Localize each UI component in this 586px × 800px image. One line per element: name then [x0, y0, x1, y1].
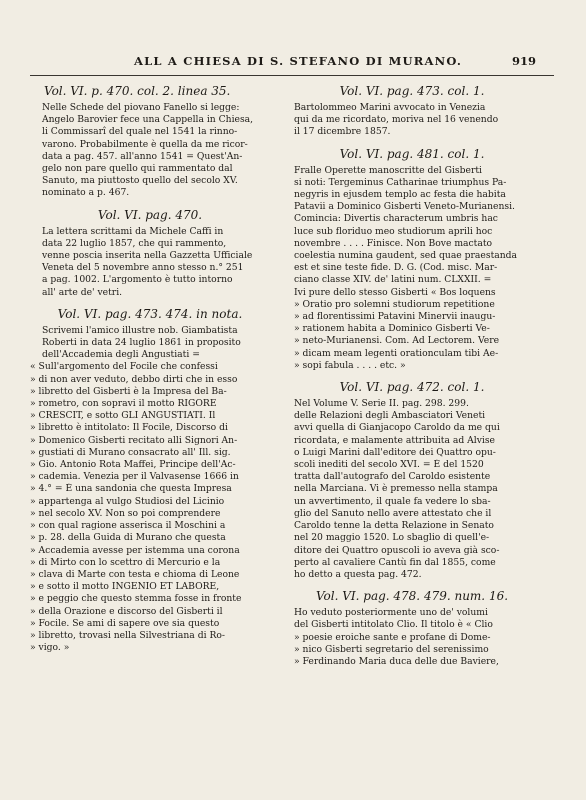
- text-line: nella Marciana. Vi è premesso nella stampa: [294, 483, 498, 495]
- text-line: » Accademia avesse per istemma una corona: [30, 544, 240, 556]
- text-line: gelo non pare quello qui rammentato dal: [42, 163, 233, 175]
- text-line: » vigo. »: [30, 642, 70, 654]
- text-line: » cademia. Venezia per il Valvasense 1666 in: [30, 471, 239, 483]
- text-line: tratta dall'autografo del Caroldo esistente: [294, 471, 491, 483]
- section-heading: Vol. VI. pag. 481. col. 1.: [339, 146, 485, 161]
- text-line: » p. 28. della Guida di Murano che questa: [30, 532, 226, 544]
- paragraph: [30, 226, 270, 299]
- text-line: Nel Volume V. Serie II. pag. 298. 299.: [294, 398, 469, 410]
- text-line: » dicam meam legenti orationculam tibi Ae-: [294, 347, 499, 359]
- section-heading: Vol. VI. p. 470. col. 2. linea 35.: [44, 84, 231, 98]
- section-heading: Vol. VI. pag. 473. col. 1.: [339, 84, 485, 98]
- text-line: » libretto, trovasi nella Silvestriana di Ro-: [30, 629, 225, 641]
- text-line: » Ferdinando Maria duca delle due Baviere,: [294, 655, 499, 667]
- paragraph: [30, 102, 270, 200]
- paragraph: [282, 607, 542, 668]
- text-line: » sopi fabula . . . . etc. »: [294, 359, 406, 371]
- text-line: La lettera scrittami da Michele Caffi in: [42, 225, 224, 237]
- text-line: Fralle Operette manoscritte del Gisberti: [294, 164, 482, 176]
- text-line: » nico Gisberti segretario del serenissimo: [294, 643, 489, 655]
- text-line: » 4.° = È una sandonia che questa Impresa: [30, 483, 232, 495]
- text-line: glio del Sanuto nello avere attestato che il: [294, 507, 492, 519]
- text-line: » rometro, con sopravi il motto RIGORE: [30, 398, 217, 410]
- text-line: ho detto a questa pag. 472.: [294, 568, 422, 580]
- text-line: Angelo Barovier fece una Cappella in Chiesa,: [42, 114, 254, 126]
- header-rule: [30, 75, 554, 76]
- text-line: perto al cavaliere Cantù fin dal 1855, come: [294, 556, 496, 568]
- text-line: nominato a p. 467.: [42, 187, 130, 199]
- text-line: negyris in ejusdem templo ac festa die habita: [294, 189, 506, 201]
- text-line: avvi quella di Gianjacopo Caroldo da me qui: [294, 422, 500, 434]
- paragraph: [282, 165, 542, 372]
- text-line: » e sotto il motto INGENIO ET LABORE,: [30, 581, 220, 593]
- text-line: coelestia numina gaudent, sed quae praestanda: [294, 250, 518, 262]
- text-line: venne poscia inserita nella Gazzetta Ufficiale: [42, 250, 253, 262]
- text-line: un avvertimento, il quale fa vedere lo sba-: [294, 495, 491, 507]
- text-line: si noti: Tergeminus Catharinae triumphus Pa-: [294, 176, 507, 188]
- page-number: 919: [511, 54, 536, 68]
- text-line: all' arte de' vetri.: [42, 286, 123, 298]
- text-line: » con qual ragione asserisca il Moschini a: [30, 520, 226, 532]
- text-line: » gustiati di Murano consacrato all' Ill. sig.: [30, 446, 231, 458]
- paragraph: [30, 325, 270, 362]
- text-line: Nelle Schede del piovano Fanello si legge:: [42, 102, 240, 113]
- quotation: [30, 361, 270, 654]
- text-line: Bartolommeo Marini avvocato in Venezia: [294, 102, 486, 113]
- text-line: » appartenga al vulgo Studiosi del Licinio: [30, 495, 225, 507]
- text-line: » Gio. Antonio Rota Maffei, Principe dell'Ac-: [30, 459, 236, 471]
- text-line: qui da me ricordato, moriva nel 16 venendo: [294, 114, 499, 126]
- text-line: data a pag. 457. all'anno 1541 = Quest'An-: [42, 150, 243, 162]
- text-line: » di non aver veduto, debbo dirti che in esso: [30, 373, 238, 385]
- text-line: a pag. 1002. L'argomento è tutto intorno: [42, 274, 233, 286]
- text-line: luce sub floriduo meo studiorum aprili hoc: [294, 225, 493, 237]
- text-line: Ho veduto posteriormente uno de' volumi: [294, 607, 488, 619]
- text-line: Comincia: Divertis characterum umbris hac: [294, 213, 498, 225]
- text-line: » poesie eroiche sante e profane di Dome-: [294, 631, 491, 643]
- text-line: ciano classe XIV. de' latini num. CLXXII. =: [294, 274, 492, 286]
- text-line: li Commissarî del quale nel 1541 la rinno-: [42, 126, 238, 138]
- text-line: del Gisberti intitolato Clio. Il titolo è « Clio: [294, 619, 493, 631]
- text-line: nel 20 maggio 1520. Lo sbaglio di quell'e-: [294, 532, 490, 544]
- section-heading: Vol. VI. pag. 478. 479. num. 16.: [315, 589, 509, 604]
- text-line: est et sine teste fide. D. G. (Cod. misc. Mar-: [294, 262, 498, 274]
- text-line: » della Orazione e discorso del Gisberti il: [30, 605, 223, 617]
- text-line: Sanuto, ma piuttosto quello del secolo XV.: [42, 175, 238, 187]
- text-line: data 22 luglio 1857, che qui rammento,: [42, 237, 227, 249]
- text-line: Patavii a Dominico Gisberti Veneto-Murianensi.: [294, 201, 515, 213]
- page-header: [96, 54, 536, 72]
- section-heading: Vol. VI. pag. 472. col. 1.: [339, 380, 485, 395]
- text-line: delle Relazioni degli Ambasciatori Veneti: [294, 410, 486, 422]
- right-column: [282, 80, 542, 676]
- left-column: [30, 80, 270, 654]
- text-line: » libretto è intitolato: Il Focile, Discorso di: [30, 422, 228, 434]
- paragraph: [282, 398, 542, 581]
- text-line: il 17 dicembre 1857.: [294, 126, 391, 138]
- text-line: Caroldo tenne la detta Relazione in Senato: [294, 520, 494, 532]
- section-heading: Vol. VI. pag. 470.: [97, 207, 203, 222]
- text-line: ditore dei Quattro opuscoli io aveva già sco-: [294, 544, 500, 556]
- text-line: » neto-Murianensi. Com. Ad Lectorem. Vere: [294, 335, 500, 347]
- text-line: Roberti in data 24 luglio 1861 in proposito: [42, 337, 241, 349]
- running-title: ALL A CHIESA DI S. STEFANO DI MURANO.: [134, 54, 463, 68]
- text-line: » ad florentissimi Patavini Minervii inaugu-: [294, 311, 496, 323]
- text-line: » Focile. Se ami di sapere ove sia questo: [30, 617, 220, 629]
- paragraph: [282, 102, 542, 139]
- text-line: » e peggio che questo stemma fosse in fronte: [30, 593, 242, 605]
- text-line: Veneta del 5 novembre anno stesso n.° 251: [42, 262, 244, 274]
- text-line: » libretto del Gisberti è la Impresa del Ba-: [30, 385, 227, 397]
- text-line: scoli inediti del secolo XVI. = È del 1520: [294, 459, 484, 471]
- text-line: « Sull'argomento del Focile che confessi: [30, 361, 218, 373]
- text-line: » Domenico Gisberti recitato alli Signori An-: [30, 434, 238, 446]
- section-heading: Vol. VI. pag. 473. 474. in nota.: [57, 306, 243, 321]
- text-line: » Oratio pro solemni studiorum repetitione: [294, 298, 495, 310]
- text-line: » CRESCIT, e sotto GLI ANGUSTIATI. Il: [30, 410, 216, 422]
- text-line: Scrivemi l'amico illustre nob. Giambatista: [42, 324, 238, 336]
- text-line: » rationem habita a Dominico Gisberti Ve-: [294, 323, 490, 335]
- text-line: » clava di Marte con testa e chioma di Leone: [30, 568, 240, 580]
- text-line: novembre . . . . Finisce. Non Bove mactato: [294, 237, 493, 249]
- text-line: varono. Probabilmente è quella da me ricor-: [42, 138, 248, 150]
- text-line: o Luigi Marini dall'editore dei Quattro opu-: [294, 446, 496, 458]
- text-line: dell'Accademia degli Angustiati =: [42, 349, 200, 361]
- text-line: Ivi pure dello stesso Gisberti « Bos loquens: [294, 286, 496, 298]
- text-line: » nel secolo XV. Non so poi comprendere: [30, 507, 221, 519]
- text-line: ricordata, e malamente attribuita ad Alvise: [294, 434, 495, 446]
- text-line: » di Mirto con lo scettro di Mercurio e la: [30, 556, 221, 568]
